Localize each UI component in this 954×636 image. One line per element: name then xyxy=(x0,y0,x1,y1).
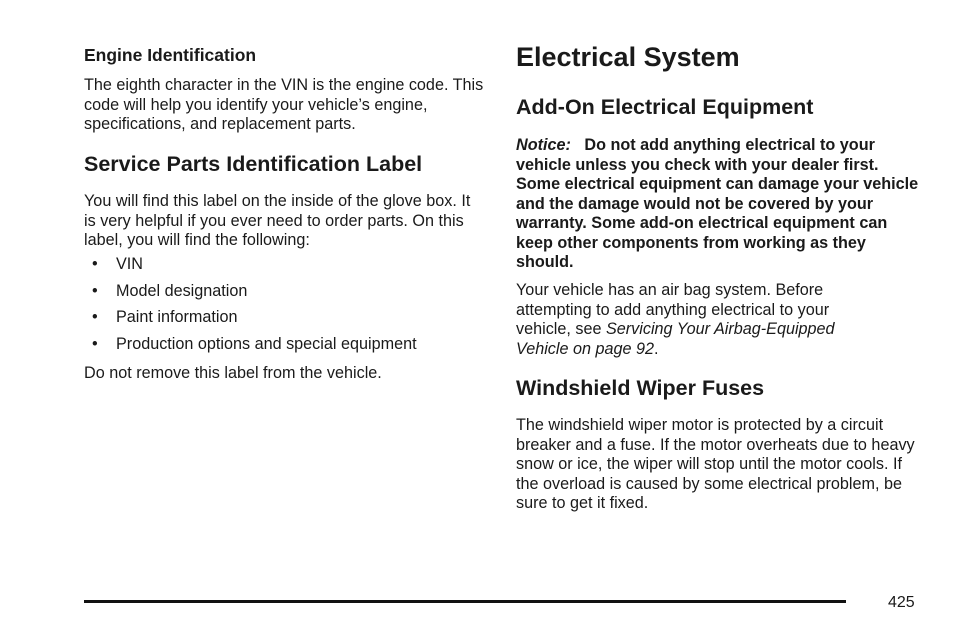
closing-text: Do not remove this label from the vehicle. xyxy=(84,364,382,382)
bullet-icon: • xyxy=(92,282,98,300)
notice-paragraph xyxy=(516,136,920,273)
wiper-text: The windshield wiper motor is protected by a circuit breaker and a fuse. If the motor overheats due to heavy snow or ice, the wiper will stop until the motor cools. If the overload is caused by some electrical problem, be sure to get it fixed. xyxy=(516,416,915,512)
airbag-paragraph: Your vehicle has an air bag system. Before attempting to add anything electrical to your vehicle, see Servicing Your Airbag-Equipped Vehicle on page 92. xyxy=(516,281,835,358)
list-item: • VIN xyxy=(92,255,143,273)
bullet-icon: • xyxy=(92,335,98,353)
list-item: • Paint information xyxy=(92,308,238,326)
service-parts-heading: Service Parts Identification Label xyxy=(84,152,423,176)
addon-heading: Add-On Electrical Equipment xyxy=(516,95,814,119)
engine-identification-heading: Engine Identification xyxy=(84,45,257,65)
service-parts-text: You will find this label on the inside of the glove box. It is very helpful if you ever need to order parts. On this label, you will find the following: xyxy=(84,192,471,249)
section-title: Electrical System xyxy=(516,42,740,72)
airbag-reference: Servicing Your Airbag-Equipped Vehicle on page 92 xyxy=(516,320,835,358)
list-item: • Production options and special equipment xyxy=(92,335,417,353)
wiper-heading: Windshield Wiper Fuses xyxy=(516,376,765,400)
notice-label: Notice: xyxy=(516,136,571,154)
list-item: • Model designation xyxy=(92,282,248,300)
notice-text: Do not add anything electrical to your vehicle unless you check with your dealer first. Some electrical equipment can damage your vehicle and the damage would not be covered by your warranty. Some add-on electrical equipment can keep other components from working as they should. xyxy=(516,136,919,271)
bullet-icon: • xyxy=(92,255,98,273)
footer-rule xyxy=(84,600,846,603)
bullet-icon: • xyxy=(92,308,98,326)
engine-identification-text: The eighth character in the VIN is the engine code. This code will help you identify your vehicle’s engine, specifications, and replacement parts. xyxy=(84,76,484,133)
page-number: 425 xyxy=(888,594,915,611)
